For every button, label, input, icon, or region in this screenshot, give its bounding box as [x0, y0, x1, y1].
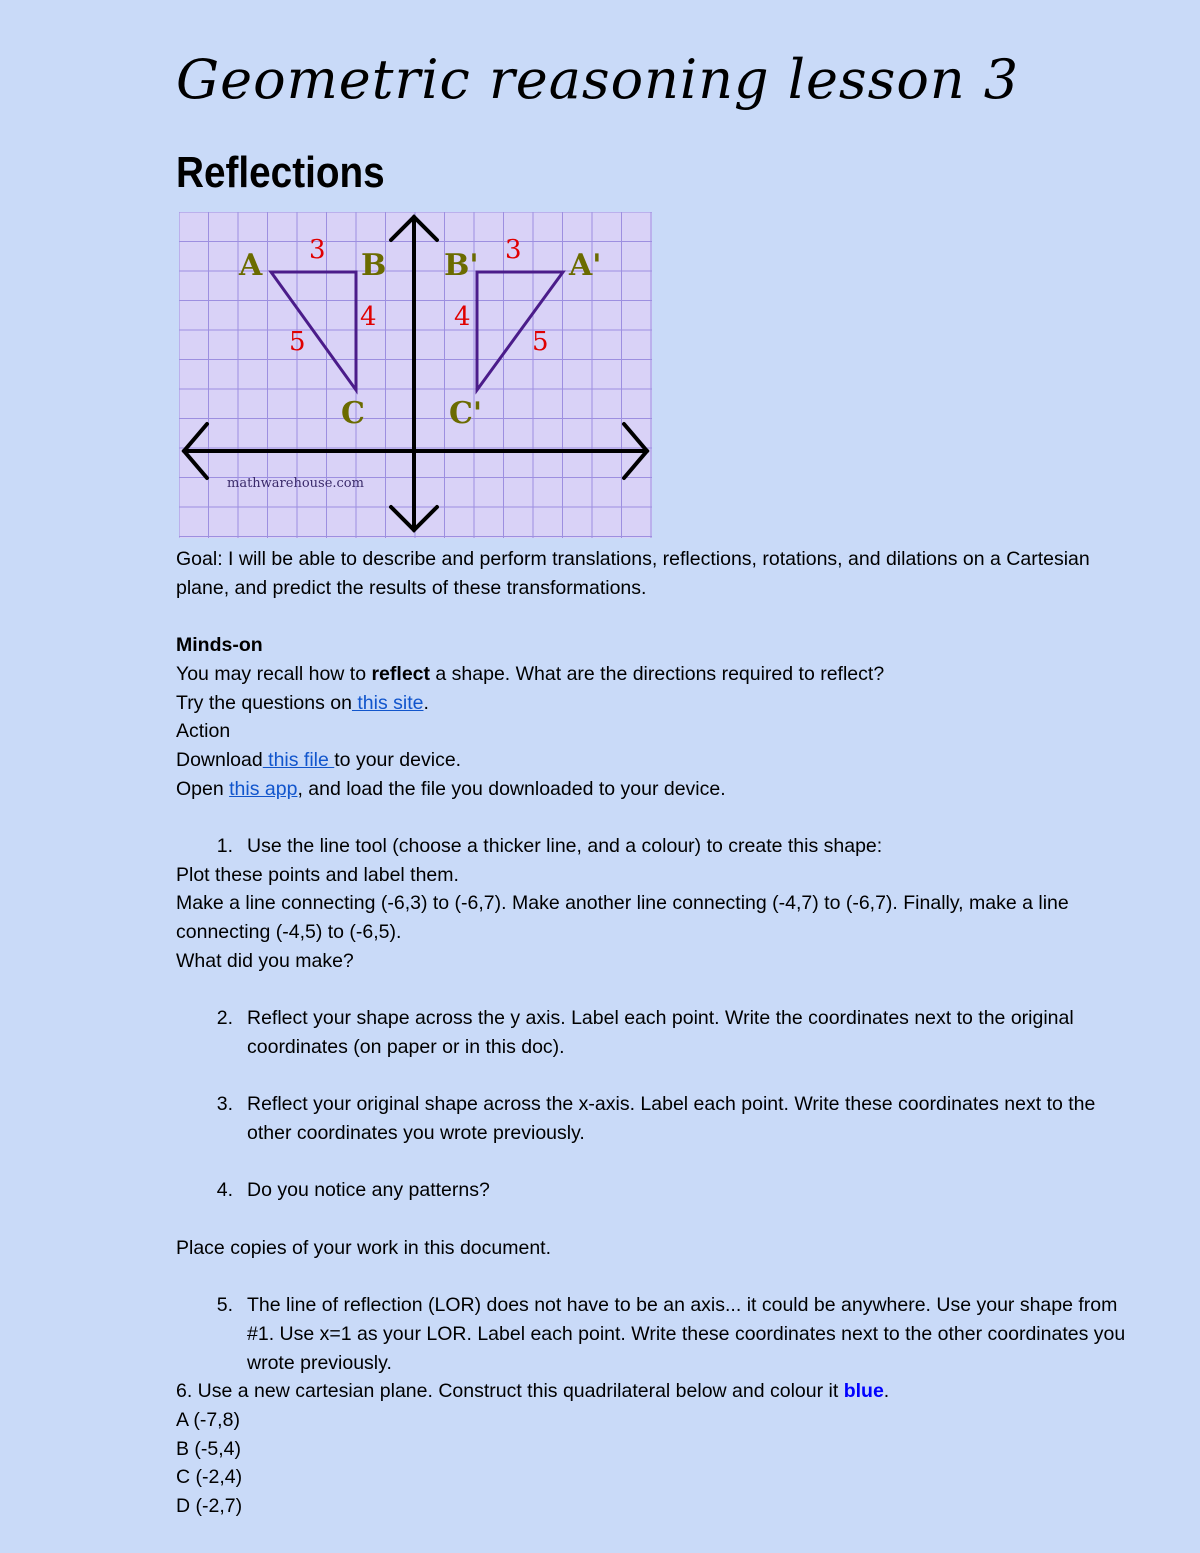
- what-did-you-make: What did you make?: [176, 949, 354, 972]
- list-item-5: 5. The line of reflection (LOR) does not have to be an axis... it could be anywhere. Use your shape from #1. Use x=1 as your LOR. Label each point. Write these coordinates next to the other coordinates you wrote previously.: [216, 1294, 1126, 1374]
- blue-word: blue: [843, 1380, 884, 1403]
- goal-paragraph: Goal: I will be able to describe and perform translations, reflections, rotations, and dilations on a Cartesian plane, and predict the results of these transformations.: [176, 548, 1090, 599]
- line-instructions: Make a line connecting (-6,3) to (-6,7). Make another line connecting (-4,7) to (-6,7). Finally, make a line connecting (-4,5) to (-6,5).: [176, 892, 1069, 944]
- this-app-link[interactable]: this app: [229, 777, 298, 800]
- vertex-label-b: B: [361, 248, 387, 283]
- vertex-label-c: C: [341, 396, 365, 431]
- minds-on-heading: Minds-on: [176, 634, 263, 657]
- length-label-a-c-prime: 5: [532, 327, 549, 357]
- minds-on-line-1: You may recall how to reflect a shape. What are the directions required to reflect?: [176, 662, 885, 685]
- vertex-label-a-prime: A': [569, 248, 602, 283]
- point-b: B (-5,4): [176, 1437, 242, 1460]
- this-file-link[interactable]: this file: [262, 748, 335, 771]
- list-item-2: 2. Reflect your shape across the y axis. Label each point. Write the coordinates next to the original coordinates (on paper or in this doc).: [216, 1007, 1074, 1058]
- this-site-link[interactable]: this site: [351, 691, 424, 714]
- list-item-3: 3. Reflect your original shape across the x-axis. Label each point. Write these coordinates next to the other coordinates you wrote previously.: [216, 1093, 1096, 1144]
- watermark-text: mathwarehouse.com: [227, 476, 364, 491]
- minds-on-line-2: Try the questions on this site.: [176, 691, 429, 714]
- length-label-a-b-prime: 3: [505, 235, 522, 265]
- open-app-line: Open this app, and load the file you downloaded to your device.: [176, 777, 726, 800]
- document-body: [176, 545, 1136, 1521]
- vertex-label-c-prime: C': [449, 396, 483, 431]
- download-line: Download this file to your device.: [176, 748, 462, 771]
- point-c: C (-2,4): [176, 1466, 243, 1489]
- page-title: Geometric reasoning lesson 3: [176, 48, 1020, 111]
- point-d: D (-2,7): [176, 1495, 243, 1518]
- list-item-4: 4. Do you notice any patterns?: [216, 1179, 490, 1202]
- section-heading-reflections: Reflections: [176, 148, 385, 197]
- vertex-label-b-prime: B': [444, 248, 479, 283]
- plot-instruction: Plot these points and label them.: [176, 863, 459, 886]
- length-label-ab: 3: [309, 235, 326, 265]
- list-item-1: 1. Use the line tool (choose a thicker line, and a colour) to create this shape:: [216, 835, 883, 857]
- length-label-b-c-prime: 4: [454, 302, 471, 332]
- length-label-ac: 5: [289, 327, 306, 357]
- reflection-diagram: [179, 212, 652, 538]
- place-copies-line: Place copies of your work in this document.: [176, 1236, 552, 1259]
- length-label-bc: 4: [360, 302, 377, 332]
- action-heading: Action: [176, 720, 231, 743]
- vertex-label-a: A: [239, 248, 263, 283]
- reflect-bold-word: reflect: [371, 662, 430, 685]
- point-a: A (-7,8): [176, 1408, 240, 1431]
- item-6-line: 6. Use a new cartesian plane. Construct this quadrilateral below and colour it blue.: [176, 1380, 890, 1403]
